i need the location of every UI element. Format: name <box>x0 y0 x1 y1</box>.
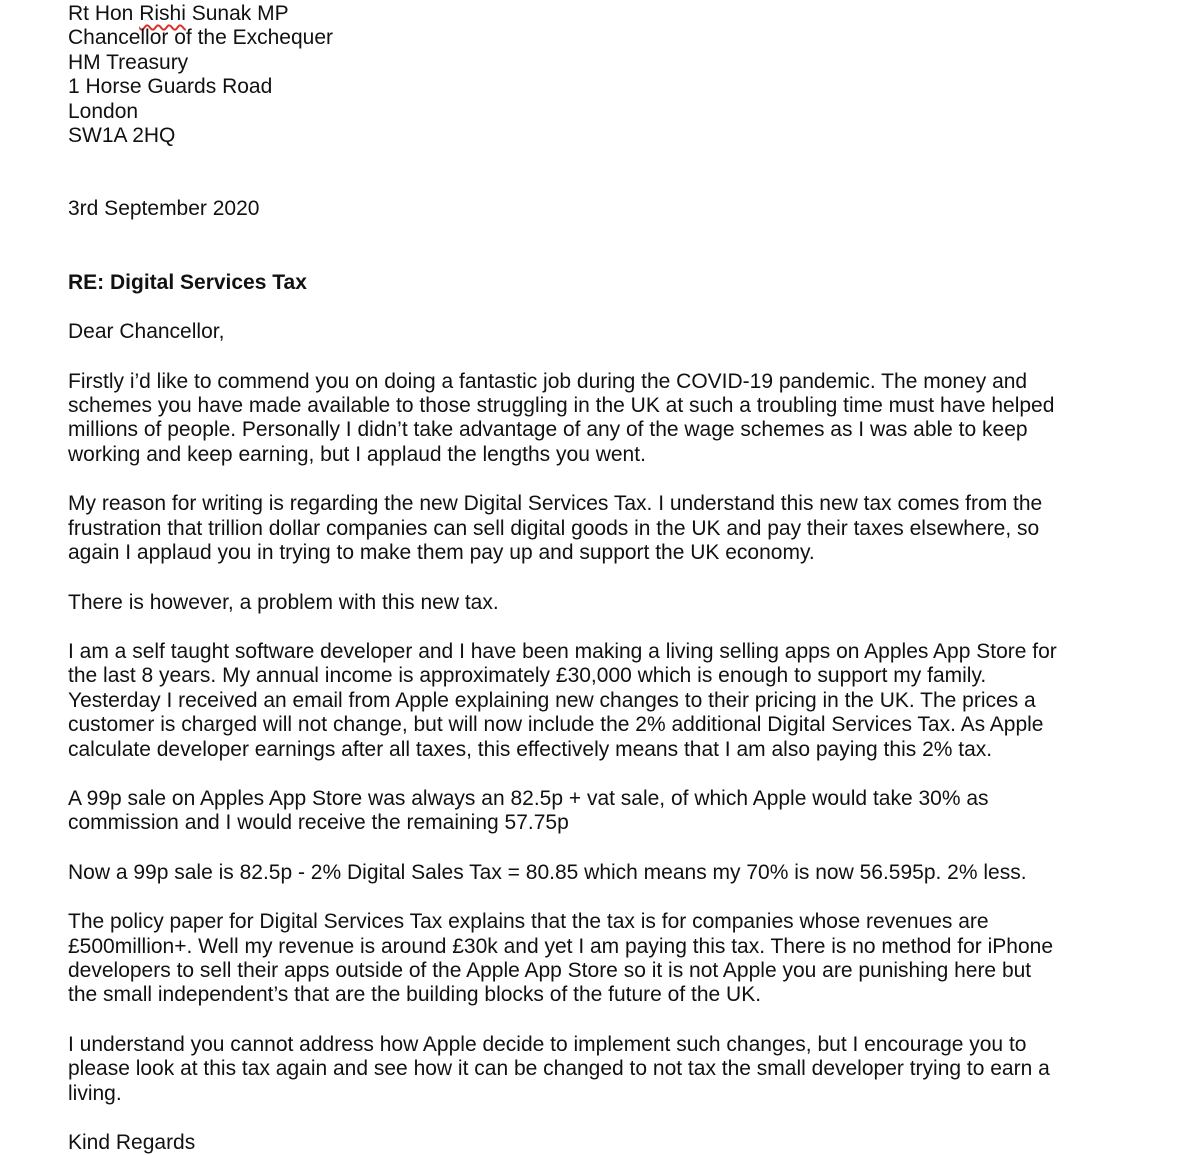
paragraph-line: Firstly i’d like to commend you on doing a fantastic job during the COVID-19 pandemic. The money and <box>68 369 1028 393</box>
paragraph-line: frustration that trillion dollar companies can sell digital goods in the UK and pay their taxes elsewhere, so <box>68 516 1040 540</box>
address-line: London <box>68 99 139 123</box>
paragraph-line: The policy paper for Digital Services Tax explains that the tax is for companies whose revenues are <box>68 910 989 934</box>
address-line: SW1A 2HQ <box>68 124 176 148</box>
letter <box>68 0 1148 1155</box>
closing: Kind Regards <box>68 1131 196 1154</box>
paragraph-line: millions of people. Personally I didn’t take advantage of any of the wage schemes as I was able to keep <box>68 418 1028 442</box>
paragraph-policy <box>68 910 1148 1008</box>
paragraph-line: Now a 99p sale is 82.5p - 2% Digital Sales Tax = 80.85 which means my 70% is now 56.595p. 2% less. <box>68 860 1027 884</box>
paragraph-line: I understand you cannot address how Apple decide to implement such changes, but I encourage you to <box>68 1032 1027 1056</box>
recipient-first-name: Rishi <box>139 2 186 25</box>
paragraph-old-pricing <box>68 787 1148 836</box>
paragraph-line: £500million+. Well my revenue is around £30k and yet I am paying this tax. There is no method for iPhone <box>68 934 1054 958</box>
letter-date: 3rd September 2020 <box>68 197 260 221</box>
paragraph-line: living. <box>68 1081 122 1105</box>
recipient-address <box>68 0 1148 148</box>
paragraph-line: commission and I would receive the remaining 57.75p <box>68 811 569 835</box>
paragraph-line: the last 8 years. My annual income is approximately £30,000 which is enough to support my family. <box>68 664 987 688</box>
paragraph-reason <box>68 492 1148 565</box>
paragraph-request <box>68 1033 1148 1106</box>
address-line: HM Treasury <box>68 50 189 74</box>
paragraph-problem <box>68 591 1148 615</box>
paragraph-commendation <box>68 370 1148 468</box>
paragraph-line: developers to sell their apps outside of the Apple App Store so it is not Apple you are punishing here but <box>68 958 1032 982</box>
address-line: 1 Horse Guards Road <box>68 75 273 99</box>
paragraph-line: I am a self taught software developer and I have been making a living selling apps on Apples App Store for <box>68 639 1057 663</box>
paragraph-new-pricing <box>68 861 1148 885</box>
paragraph-developer <box>68 640 1148 762</box>
paragraph-line: Yesterday I received an email from Apple explaining new changes to their pricing in the UK. The prices a <box>68 688 1036 712</box>
recipient-suffix: Sunak MP <box>185 2 289 25</box>
paragraph-line: please look at this tax again and see how it can be changed to not tax the small developer trying to earn a <box>68 1057 1050 1081</box>
paragraph-line: working and keep earning, but I applaud the lengths you went. <box>68 442 646 466</box>
recipient-prefix: Rt Hon <box>68 2 140 25</box>
paragraph-line: schemes you have made available to those struggling in the UK at such a troubling time must have helped <box>68 394 1055 418</box>
paragraph-line: again I applaud you in trying to make them pay up and support the UK economy. <box>68 541 815 565</box>
paragraph-line: There is however, a problem with this new tax. <box>68 590 499 614</box>
paragraph-line: the small independent’s that are the building blocks of the future of the UK. <box>68 983 762 1007</box>
paragraph-line: A 99p sale on Apples App Store was always an 82.5p + vat sale, of which Apple would take 30% as <box>68 786 989 810</box>
recipient-name-line <box>68 2 1148 26</box>
subject-line: RE: Digital Services Tax <box>68 270 307 294</box>
paragraph-line: My reason for writing is regarding the new Digital Services Tax. I understand this new tax comes from the <box>68 492 1043 516</box>
address-line: Chancellor of the Exchequer <box>68 26 333 50</box>
paragraph-line: customer is charged will not change, but will now include the 2% additional Digital Services Tax. As Apple <box>68 713 1044 737</box>
greeting: Dear Chancellor, <box>68 320 225 344</box>
paragraph-line: calculate developer earnings after all taxes, this effectively means that I am also paying this 2% tax. <box>68 737 993 761</box>
